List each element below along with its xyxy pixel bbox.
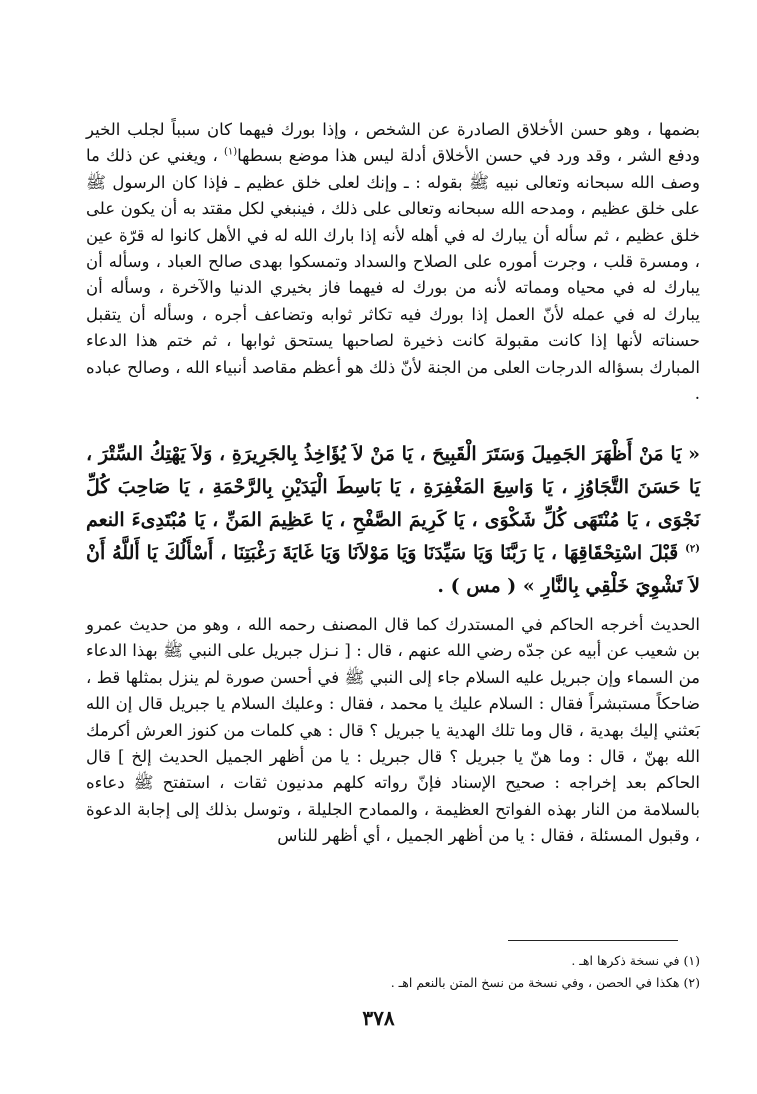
paragraph-text: بضمها ، وهو حسن الأخلاق الصادرة عن الشخص ، وإذا بورك فيهما كان سبباً لجلب الخير ودفع الشر ، وقد ورد في حسن الأخلاق أدلة ليس هذا موضع بسطها — [86, 120, 700, 166]
dua-block — [86, 438, 700, 603]
body-paragraph-3 — [86, 612, 700, 850]
footnotes — [200, 950, 700, 994]
body-paragraph-1 — [86, 117, 700, 407]
paragraph-text-cont: ، ويغني عن ذلك ما وصف الله سبحانه وتعالى نبيه ﷺ بقوله : ـ وإنك لعلى خلق عظيم ـ فإذا كان الرسول ﷺ على خلق عظيم ، ومدحه الله سبحانه وتعالى على ذلك ، فينبغي لكل مقتد به أن يكون على خلق عظيم ، ثم سأله أن يبارك له في أهله لأنه إذا بارك الله له في الأهل كانوا له قرّة عين ، ومسرة قلب ، وجرت أموره على الصلاح والسداد وتمسكوا بهدى صالح العباد ، وسأله أن يبارك له في محياه ومماته لأنه من بورك له فيهما فاز بخيري الدنيا والآخرة ، وسأله أن يبارك له في عمله لأنّ العمل إذا بورك فيه تكاثر ثوابه وتضاعف أجره ، وسأله أن يتقبل حسناته لأنها إذا كانت مقبولة كانت ذخيرة لصاحبها يستحق ثوابها ، ثم ختم هذا الدعاء المبارك بسؤاله الدرجات العلى من الجنة لأنّ ذلك هو أعظم مقاصد أنبياء الله ، وصالح عباده . — [86, 146, 700, 404]
dua-text: « يَا مَنْ أَظْهَرَ الجَمِيلَ وَسَتَرَ الْقَبِيحَ ، يَا مَنْ لاَ يُؤَاخِذُ بِالجَرِيرَةِ ، وَلاَ يَهْتِكُ السِّتْرَ ، يَا حَسَنَ التَّجَاوُزِ ، يَا وَاسِعَ المَغْفِرَةِ ، يَا بَاسِطَ الْيَدَيْنِ بِالرَّحْمَةِ ، يَا صَاحِبَ كُلِّ نَجْوَى ، يَا مُنْتَهَى كُلِّ شَكْوَى ، يَا كَرِيمَ الصَّفْحِ ، يَا عَظِيمَ المَنِّ ، يَا مُبْتَدِىءَ النعم — [86, 443, 700, 531]
footnote-1: (١) في نسخة ذكرها اهـ . — [571, 953, 700, 968]
footnote-ref-1[interactable]: (١) — [223, 146, 238, 158]
commentary-text: الحديث أخرجه الحاكم في المستدرك كما قال المصنف رحمه الله ، وهو من حديث عمرو بن شعيب عن أبيه عن جدّه رضي الله عنهم ، قال : [ نـزل جبريل على النبي ﷺ بهذا الدعاء من السماء وإن جبريل عليه السلام جاء إلى النبي ﷺ في أحسن صورة لم ينزل بمثلها قط ، ضاحكاً مستبشراً فقال : السلام عليك يا محمد ، فقال : وعليك السلام يا جبريل قال إن الله بَعثني إليك بهدية ، قال وما تلك الهدية يا جبريل ؟ قال : هي كلمات من كنوز العرش أكرمك الله بهنّ ، قال : وما هنّ يا جبريل ؟ قال جبريل : يا من أظهر الجميل الحديث إلخ ] قال الحاكم بعد إخراجه : صحيح الإسناد فإنّ رواته كلهم مدنيون ثقات ، استفتح ﷺ دعاءه بالسلامة من النار بهذه الفواتح العظيمة ، والممادح الجليلة ، وتوسل بذلك إلى إجابة الدعوة ، وقبول المسئلة ، فقال : يا من أظهر الجميل ، أي أظهر للناس — [86, 615, 700, 846]
footnote-divider — [508, 940, 678, 941]
footnote-2: (٢) هكذا في الحصن ، وفي نسخة من نسخ المتن بالنعم اهـ . — [390, 975, 700, 990]
page-number: ٣٧٨ — [362, 1006, 395, 1030]
dua-text-cont: قَبْلَ اسْتِحْقَاقِهَا ، يَا رَبَّنَا وَيَا سَيِّدَنَا وَيَا مَوْلاَنَا وَيَا غَايَةَ رَغْبَتِنَا ، أَسْأَلُكَ يَا أَللَّهُ أَنْ لاَ تَشْوِيَ خَلْقِي بِالنَّارِ » ( مس ) . — [86, 542, 700, 597]
footnote-ref-2[interactable]: (٢) — [685, 543, 700, 555]
